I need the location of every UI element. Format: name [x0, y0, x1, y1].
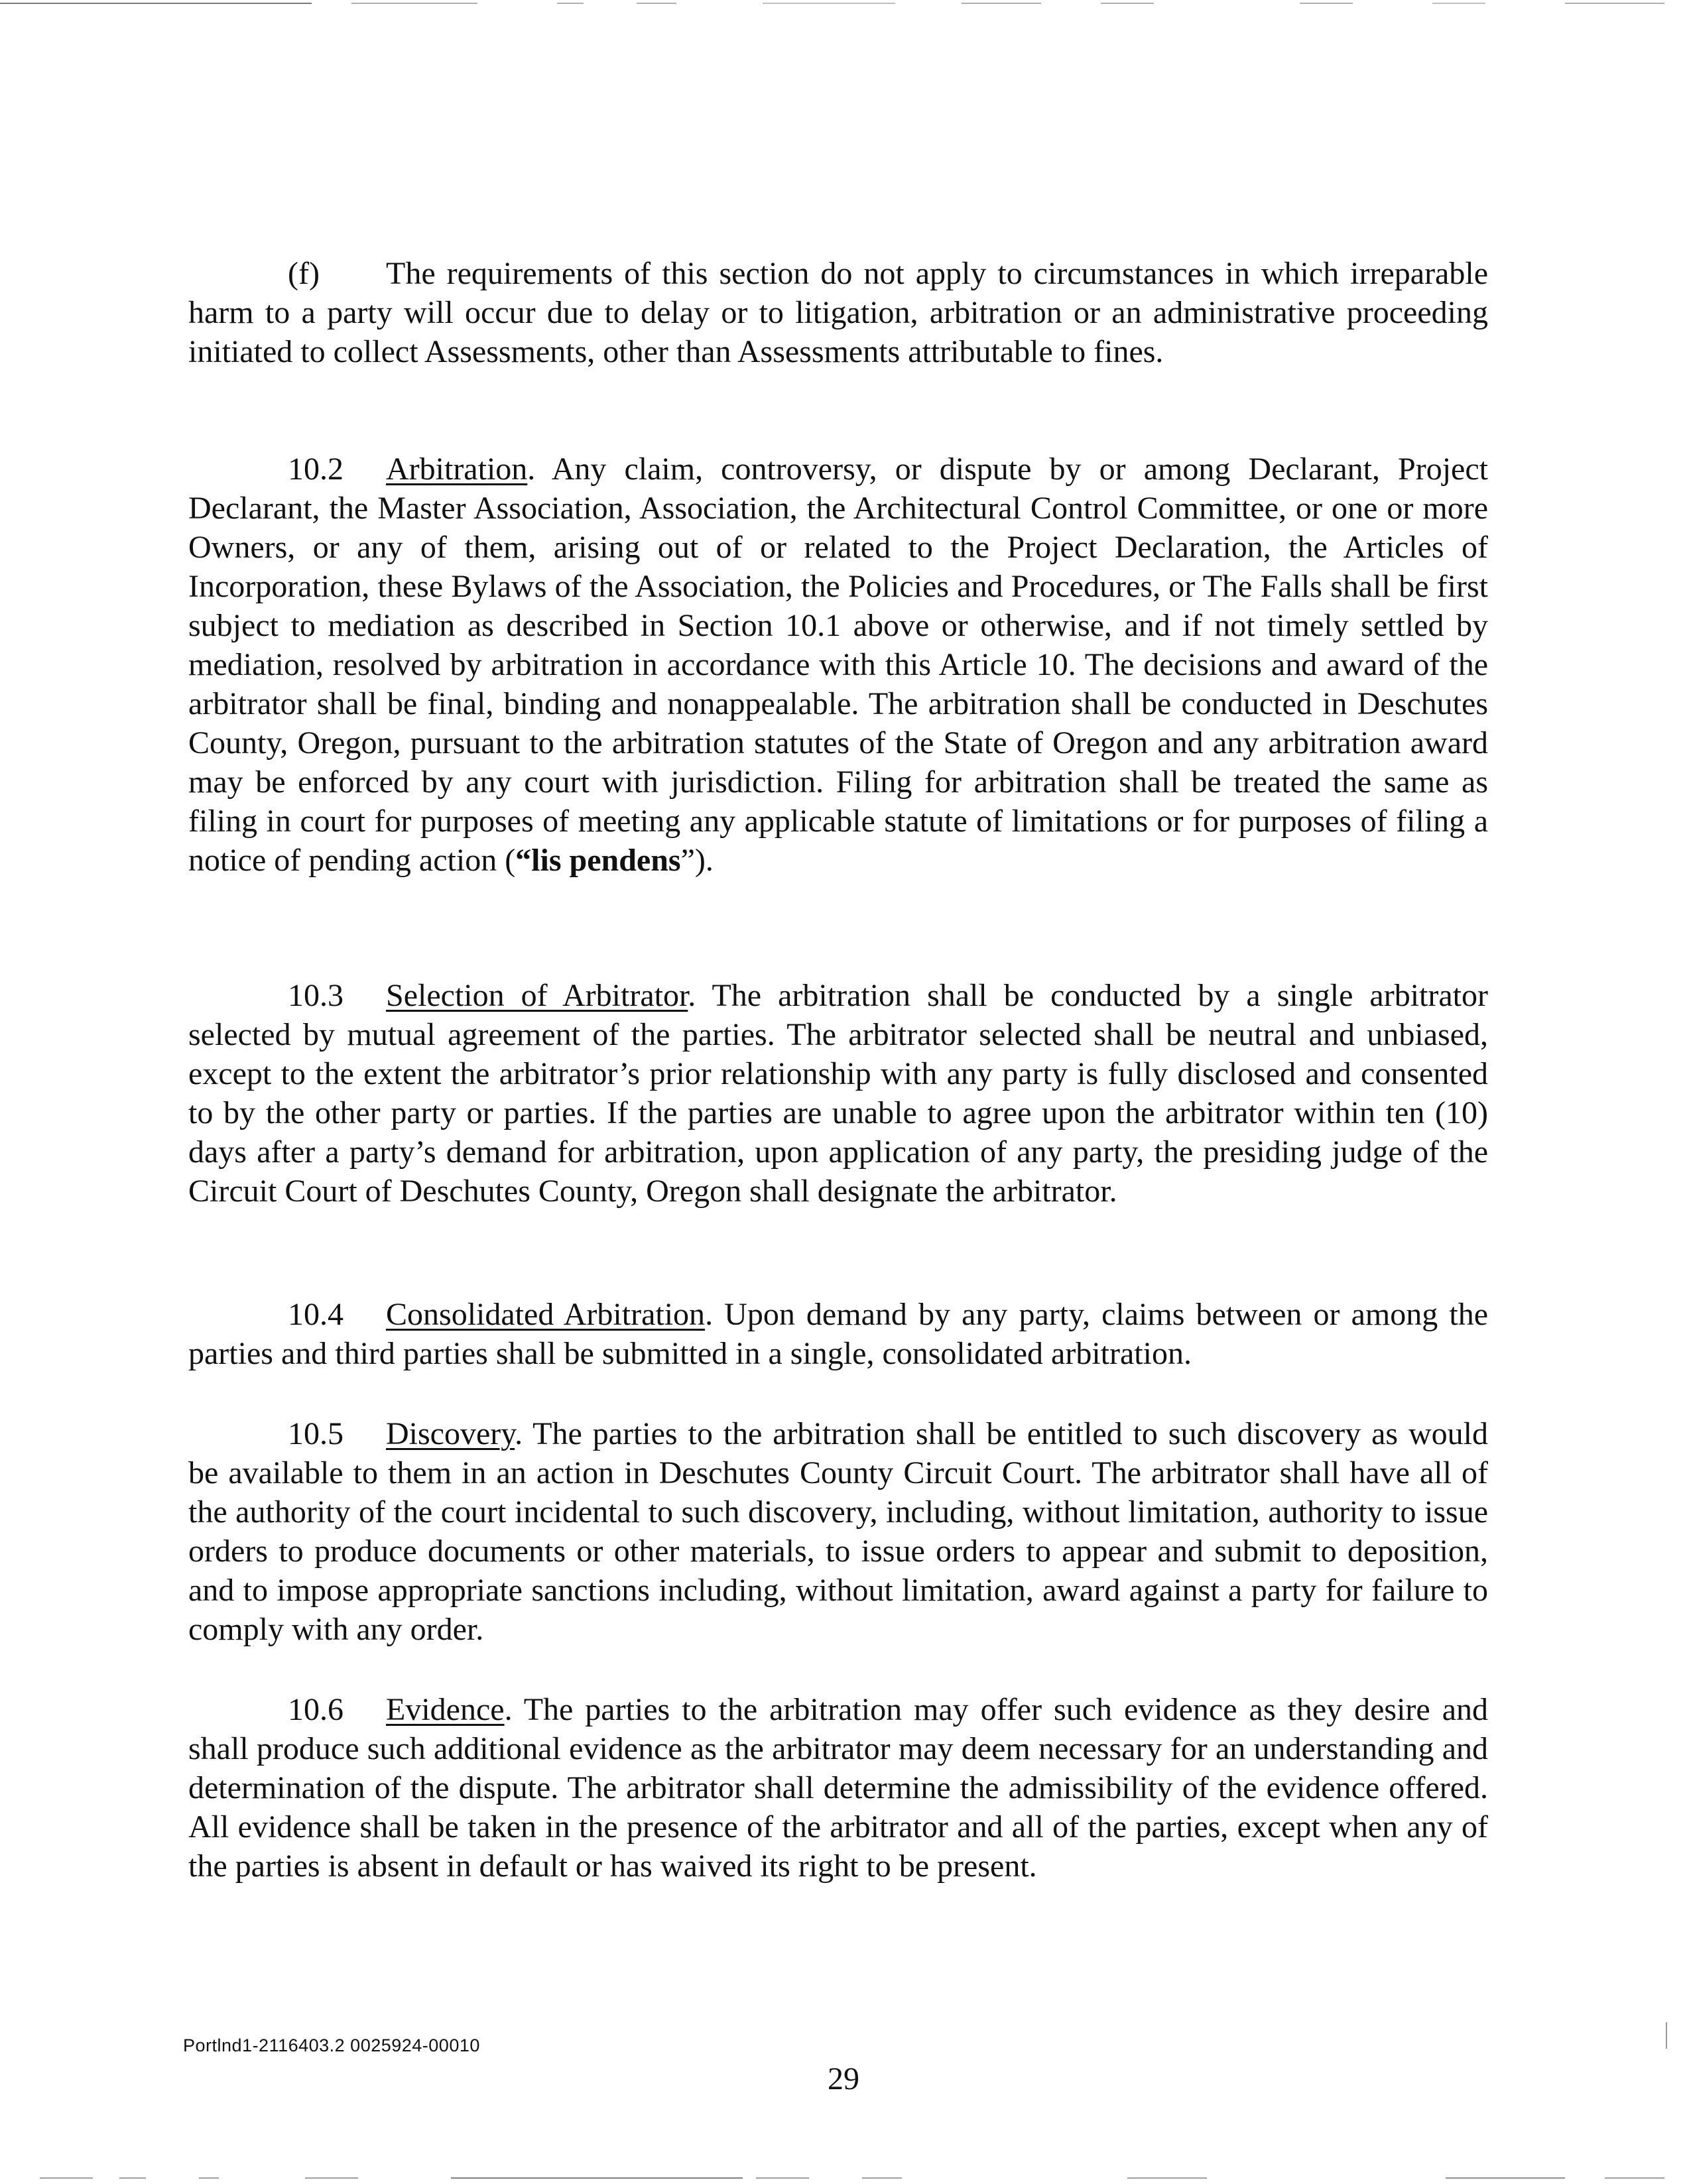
section-10-5-paragraph — [188, 1414, 1488, 1649]
section-10-4 — [188, 1295, 1488, 1373]
section-10-2-text: . Any claim, controversy, or dispute by or among Declarant, Project Declarant, the Master Association, Association, the Architectural Control Committee, or one or more Owners, or any of them, arising out of or related to the Project Declaration, the Articles of Incorporation, these Bylaws of the Association, the Policies and Procedures, or The Falls shall be first subject to mediation as described in Section 10.1 above or otherwise, and if not timely settled by mediation, resolved by arbitration in accordance with this Article 10. The decisions and award of the arbitrator shall be final, binding and nonappealable. The arbitration shall be conducted in Deschutes County, Oregon, pursuant to the arbitration statutes of the State of Oregon and any arbitration award may be enforced by any court with jurisdiction. Filing for arbitration shall be treated the same as filing in court for purposes of meeting any applicable statute of limitations or for purposes of filing a notice of pending action ( — [188, 452, 1488, 878]
section-10-3 — [188, 976, 1488, 1211]
paragraph-f-label: (f) — [288, 256, 320, 291]
section-10-2-number: 10.2 — [288, 452, 344, 487]
page-number: 29 — [828, 2061, 859, 2096]
section-10-2-heading: Arbitration — [386, 452, 528, 487]
section-10-3-heading: Selection of Arbitrator — [386, 978, 688, 1013]
document-code: Portlnd1-2116403.2 0025924-00010 — [183, 2035, 480, 2055]
scan-artifact-right — [1666, 2022, 1667, 2049]
section-10-5-number: 10.5 — [288, 1416, 344, 1451]
document-body — [188, 254, 1488, 371]
section-10-5-heading: Discovery — [386, 1416, 515, 1451]
section-10-5 — [188, 1414, 1488, 1649]
section-10-3-paragraph — [188, 976, 1488, 1211]
scan-artifact-bottom — [0, 2177, 1687, 2180]
section-10-6-heading: Evidence — [386, 1692, 505, 1727]
section-10-2 — [188, 450, 1488, 880]
scan-artifact-top — [0, 3, 1687, 5]
section-10-4-heading: Consolidated Arbitration — [386, 1297, 706, 1332]
section-10-5-text: . The parties to the arbitration shall be entitled to such discovery as would be available to them in an action in Deschutes County Circuit Court. The arbitrator shall have all of the authority of the court incidental to such discovery, including, without limitation, authority to issue orders to produce documents or other materials, to issue orders to appear and submit to deposition, and to impose appropriate sanctions including, without limitation, award against a party for failure to comply with any order. — [188, 1416, 1488, 1647]
paragraph-f — [188, 254, 1488, 371]
section-10-6-paragraph — [188, 1690, 1488, 1886]
section-10-4-paragraph — [188, 1295, 1488, 1373]
section-10-3-number: 10.3 — [288, 978, 344, 1013]
section-10-2-paragraph — [188, 450, 1488, 880]
section-10-2-text-end: ”). — [680, 843, 714, 878]
lis-pendens-term: “lis pendens — [515, 843, 681, 878]
section-10-4-number: 10.4 — [288, 1297, 344, 1332]
section-10-4-text: . Upon demand by any party, claims between or among the parties and third parties shall be submitted in a single, consolidated arbitration. — [188, 1297, 1488, 1371]
section-10-6-number: 10.6 — [288, 1692, 344, 1727]
section-10-3-text: . The arbitration shall be conducted by a single arbitrator selected by mutual agreement of the parties. The arbitrator selected shall be neutral and unbiased, except to the extent the arbitrator’s prior relationship with any party is fully disclosed and consented to by the other party or parties. If the parties are unable to agree upon the arbitrator within ten (10) days after a party’s demand for arbitration, upon application of any party, the presiding judge of the Circuit Court of Deschutes County, Oregon shall designate the arbitrator. — [188, 978, 1488, 1209]
section-10-6-text: . The parties to the arbitration may offer such evidence as they desire and shall produce such additional evidence as the arbitrator may deem necessary for an understanding and determination of the dispute. The arbitrator shall determine the admissibility of the evidence offered. All evidence shall be taken in the presence of the arbitrator and all of the parties, except when any of the parties is absent in default or has waived its right to be present. — [188, 1692, 1488, 1884]
paragraph-f-text: The requirements of this section do not apply to circumstances in which irreparable harm to a party will occur due to delay or to litigation, arbitration or an administrative proceeding initiated to collect Assessments, other than Assessments attributable to fines. — [188, 256, 1488, 369]
section-10-6 — [188, 1690, 1488, 1886]
